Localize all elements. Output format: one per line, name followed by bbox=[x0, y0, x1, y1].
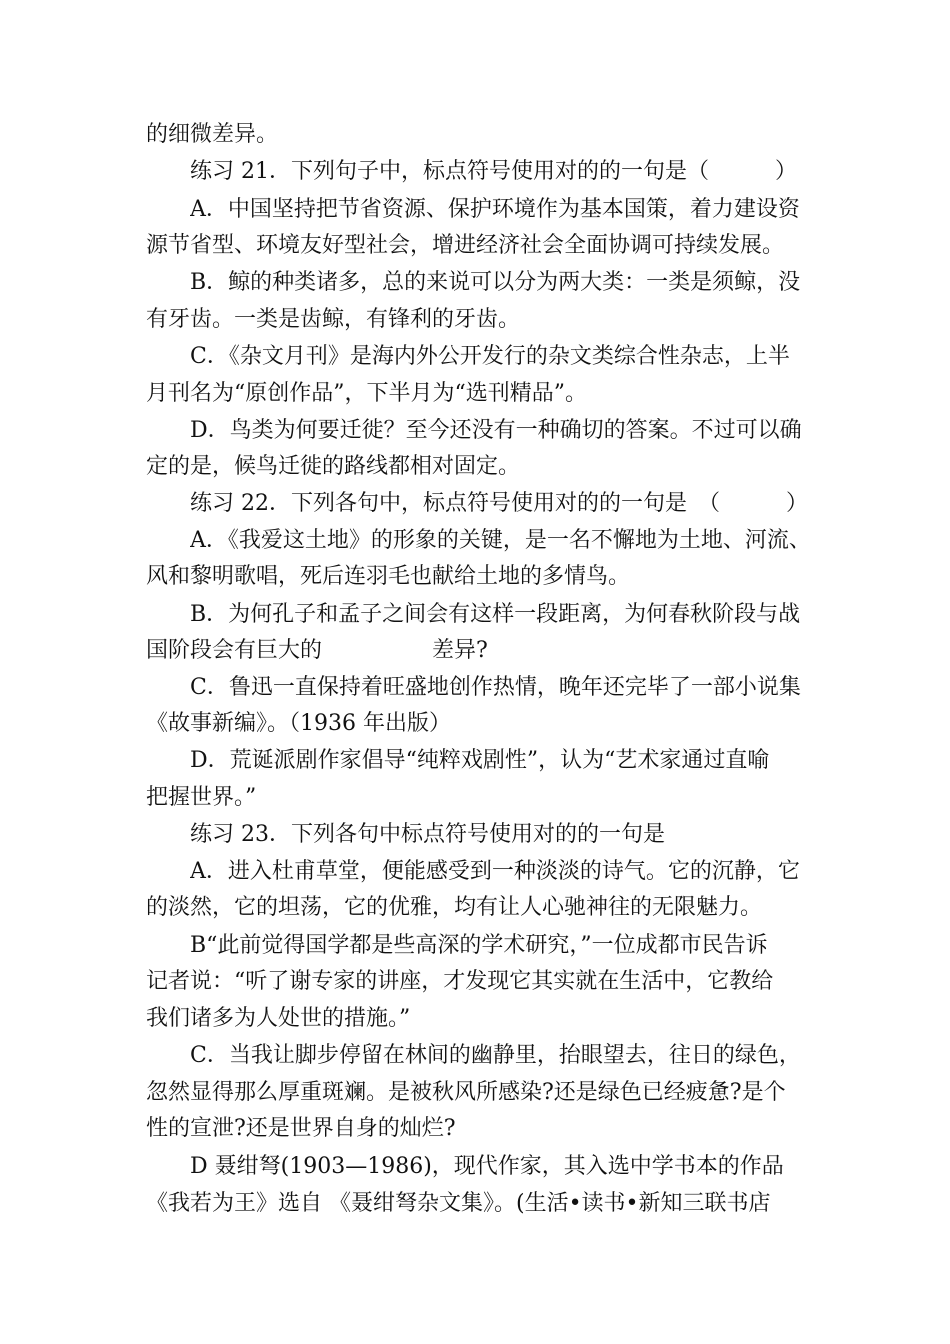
text-line: 我们诸多为人处世的措施。” bbox=[146, 1006, 411, 1031]
exercise-21-option-b: B．鲸的种类诸多，总的来说可以分为两大类：一类是须鲸，没 bbox=[190, 270, 801, 295]
exercise-22-option-c: C．鲁迅一直保持着旺盛地创作热情，晚年还完毕了一部小说集 bbox=[190, 675, 801, 700]
exercise-22-option-b: B．为何孔子和孟子之间会有这样一段距离，为何春秋阶段与战 bbox=[190, 602, 801, 627]
text-line: 国阶段会有巨大的 差异? bbox=[146, 638, 488, 663]
text-line: 《故事新编》。（1936 年出版） bbox=[146, 711, 451, 736]
exercise-23-option-d: D 聂绀弩(1903—1986)，现代作家，其入选中学书本的作品 bbox=[190, 1154, 784, 1179]
exercise-22-question: 练习 22．下列各句中，标点符号使用对的的一句是 （ ） bbox=[190, 491, 808, 516]
text-line: 性的宣泄?还是世界自身的灿烂? bbox=[146, 1116, 456, 1141]
text-line: 源节省型、环境友好型社会，增进经济社会全面协调可持续发展。 bbox=[146, 233, 785, 258]
text-line: 《我若为王》选自 《聂绀弩杂文集》。(生活•读书•新知三联书店 bbox=[146, 1191, 771, 1216]
exercise-23-option-b: B“此前觉得国学都是些高深的学术研究，”一位成都市民告诉 bbox=[190, 933, 768, 958]
text-line: 风和黎明歌唱，死后连羽毛也献给土地的多情鸟。 bbox=[146, 564, 631, 589]
exercise-21-option-d: D．鸟类为何要迁徙？至今还没有一种确切的答案。不过可以确 bbox=[190, 418, 802, 443]
text-line: 月刊名为“原创作品”，下半月为“选刊精品”。 bbox=[146, 381, 587, 406]
exercise-21-option-a: A．中国坚持把节省资源、保护环境作为基本国策，着力建设资 bbox=[190, 197, 800, 222]
text-line: 记者说：“听了谢专家的讲座，才发现它其实就在生活中，它教给 bbox=[146, 969, 774, 994]
exercise-21-question: 练习 21．下列句子中，标点符号使用对的的一句是（ ） bbox=[190, 159, 797, 184]
exercise-23-option-c: C．当我让脚步停留在林间的幽静里，抬眼望去，往日的绿色， bbox=[190, 1043, 801, 1068]
exercise-23-option-a: A．进入杜甫草堂，便能感受到一种淡淡的诗气。它的沉静，它 bbox=[190, 859, 800, 884]
text-line: 的细微差异。 bbox=[146, 122, 279, 147]
exercise-21-option-c: C．《杂文月刊》是海内外公开发行的杂文类综合性杂志，上半 bbox=[190, 344, 790, 369]
text-line: 定的是，候鸟迁徙的路线都相对固定。 bbox=[146, 454, 521, 479]
text-line: 把握世界。” bbox=[146, 785, 257, 810]
exercise-23-question: 练习 23．下列各句中标点符号使用对的的一句是 bbox=[190, 822, 665, 847]
exercise-22-option-a: A．《我爱这土地》的形象的关键，是一名不懈地为土地、河流、 bbox=[190, 528, 811, 553]
text-line: 的淡然，它的坦荡，它的优雅，均有让人心驰神往的无限魅力。 bbox=[146, 895, 763, 920]
text-line: 忽然显得那么厚重斑斓。是被秋风所感染?还是绿色已经疲惫?是个 bbox=[146, 1080, 786, 1105]
exercise-22-option-d: D．荒诞派剧作家倡导“纯粹戏剧性”，认为“艺术家通过直喻 bbox=[190, 748, 770, 773]
text-line: 有牙齿。一类是齿鲸，有锋利的牙齿。 bbox=[146, 307, 521, 332]
